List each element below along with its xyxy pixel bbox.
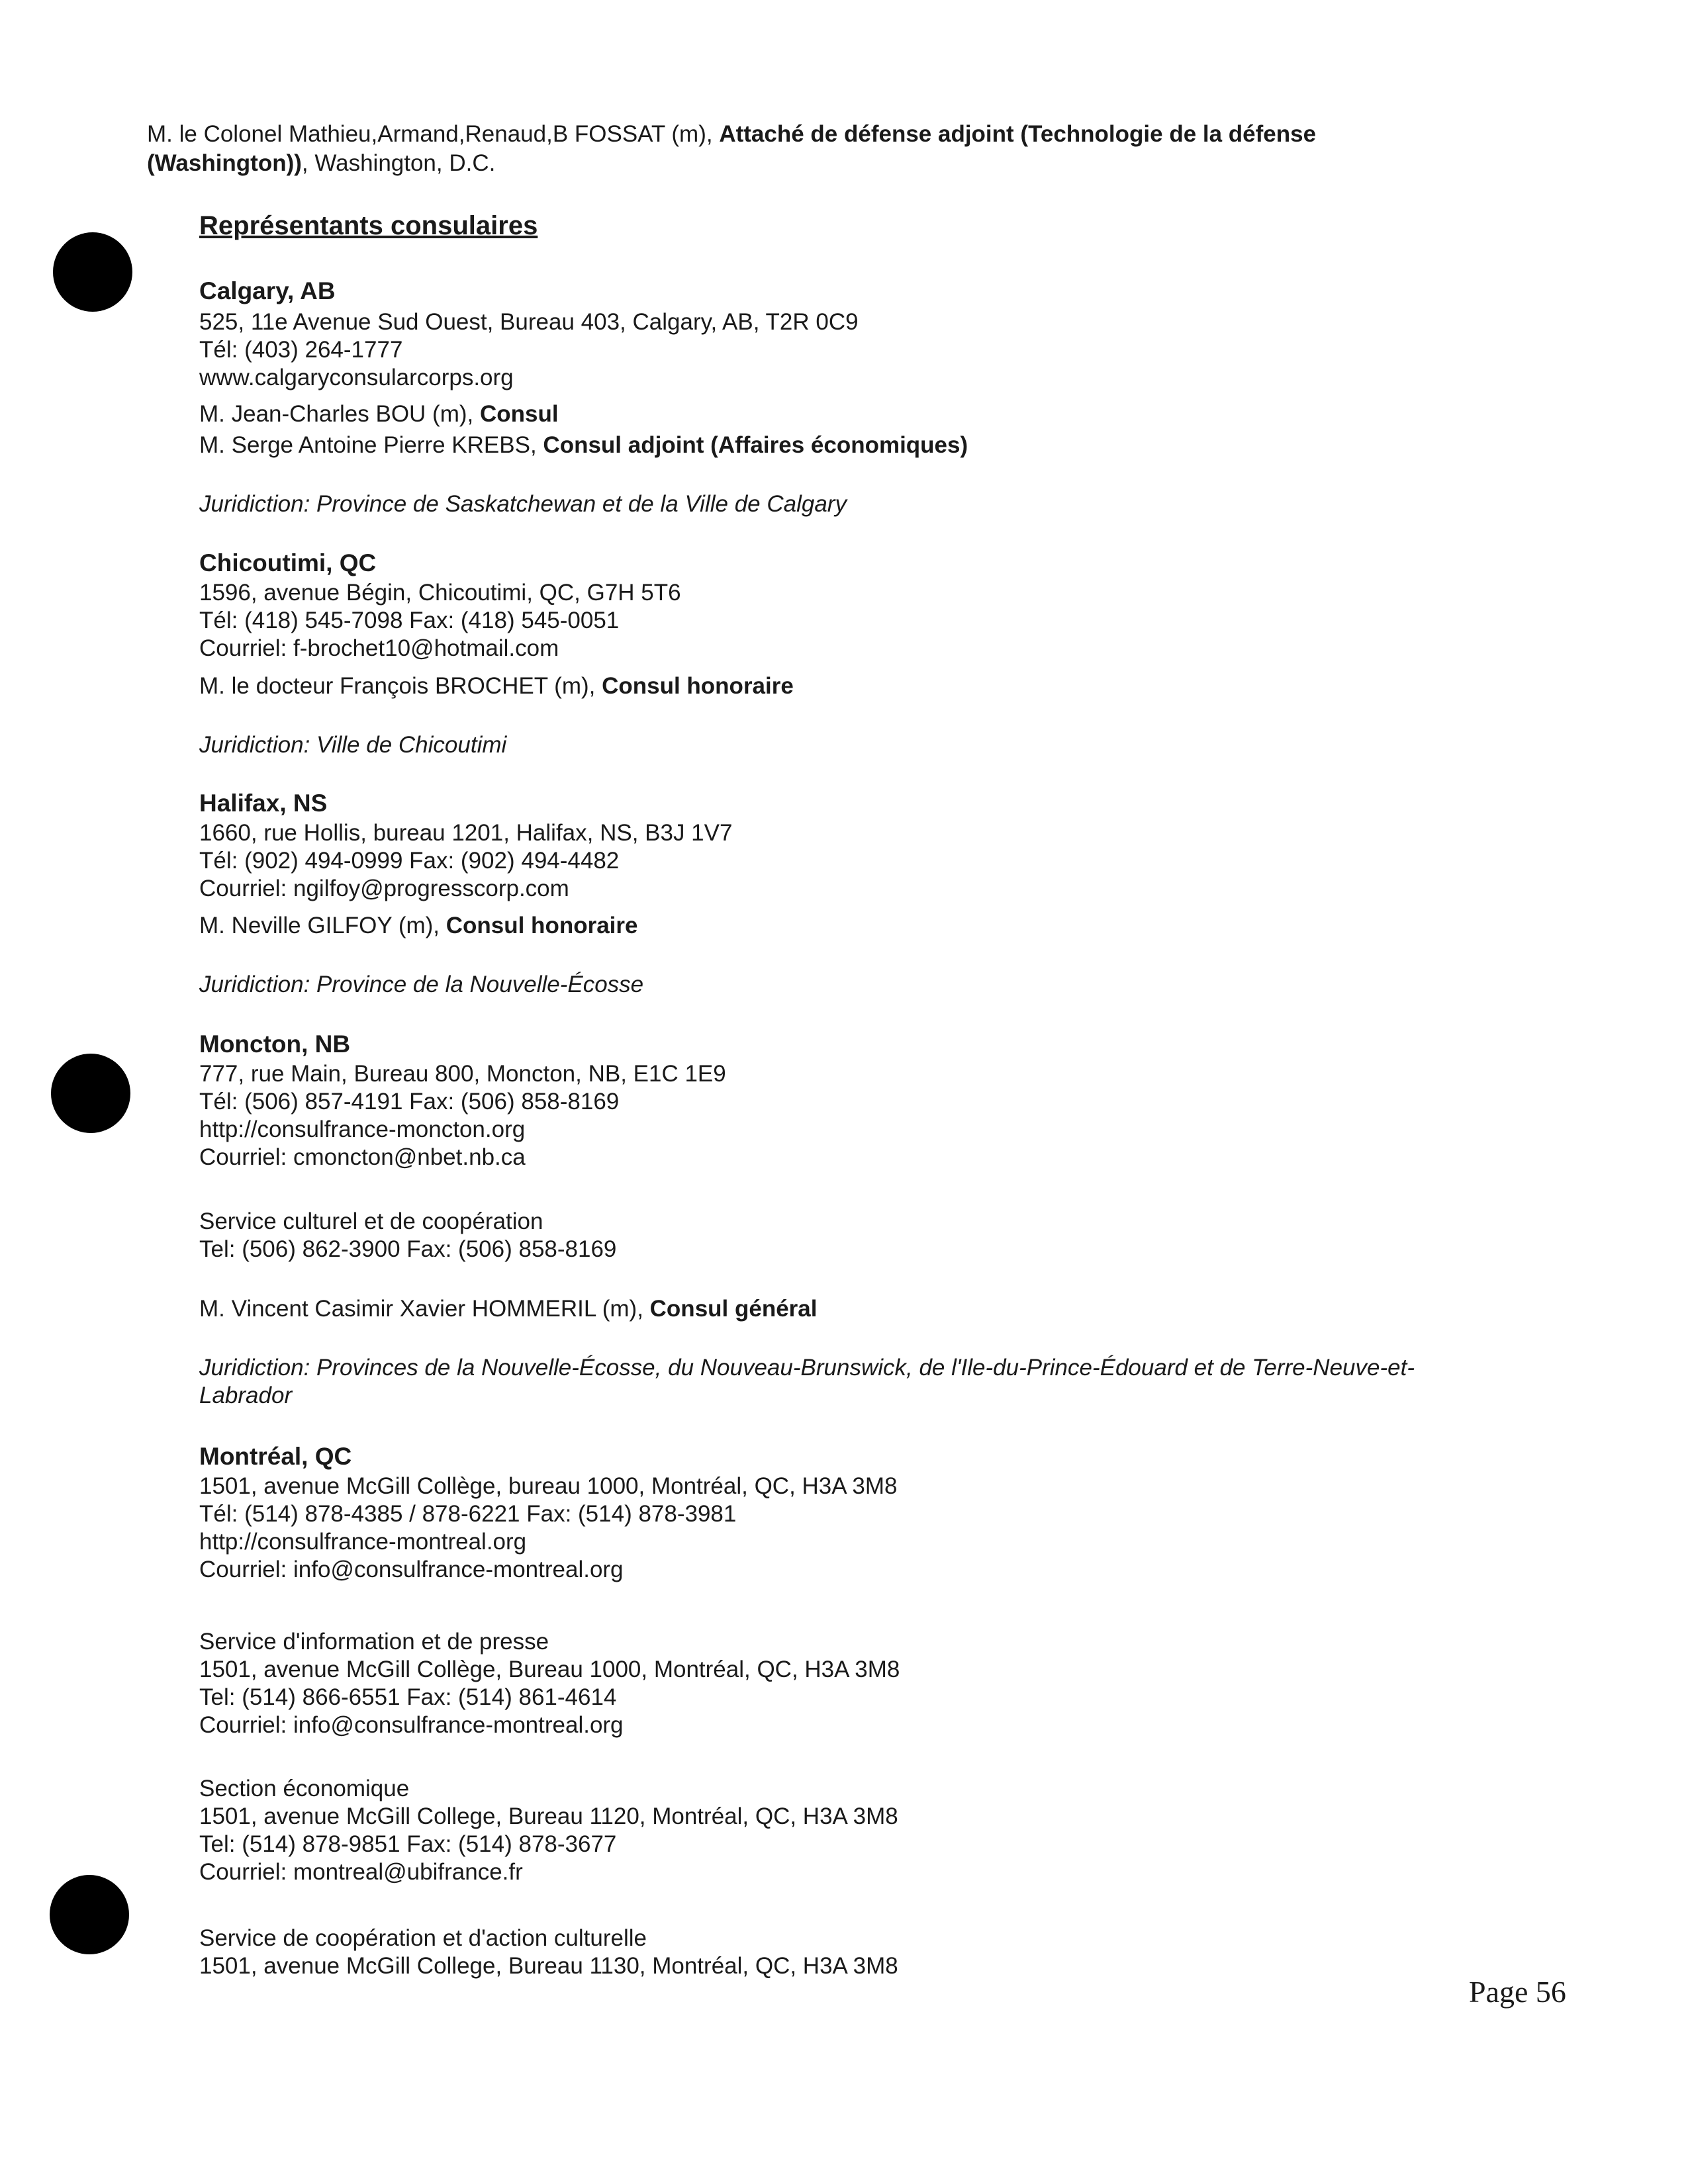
punch-hole-middle xyxy=(51,1054,130,1133)
attache-line-1 xyxy=(147,120,1316,148)
calgary-person-2-title: Consul adjoint (Affaires économiques) xyxy=(543,432,968,458)
halifax-city: Halifax, NS xyxy=(199,790,328,817)
punch-hole-top xyxy=(53,232,132,312)
halifax-person xyxy=(199,912,637,940)
punch-hole-bottom xyxy=(50,1875,129,1954)
montreal-email: Courriel: info@consulfrance-montreal.org xyxy=(199,1557,624,1582)
halifax-person-name: M. Neville GILFOY (m), xyxy=(199,913,446,938)
moncton-address: 777, rue Main, Bureau 800, Moncton, NB, E1C 1E9 xyxy=(199,1061,726,1087)
calgary-person-1-title: Consul xyxy=(479,401,559,427)
chicoutimi-address: 1596, avenue Bégin, Chicoutimi, QC, G7H 5T6 xyxy=(199,580,681,606)
montreal-economic-address: 1501, avenue McGill College, Bureau 1120, Montréal, QC, H3A 3M8 xyxy=(199,1803,898,1829)
halifax-jurisdiction: Juridiction: Province de la Nouvelle-Écosse xyxy=(199,972,644,997)
moncton-person-title: Consul général xyxy=(649,1296,818,1322)
calgary-person-2 xyxy=(199,432,968,459)
chicoutimi-email: Courriel: f-brochet10@hotmail.com xyxy=(199,635,559,661)
calgary-person-2-name: M. Serge Antoine Pierre KREBS, xyxy=(199,432,543,458)
montreal-info-service-name: Service d'information et de presse xyxy=(199,1629,549,1655)
halifax-person-title: Consul honoraire xyxy=(445,913,638,938)
moncton-service-phone: Tel: (506) 862-3900 Fax: (506) 858-8169 xyxy=(199,1236,617,1262)
montreal-economic-email: Courriel: montreal@ubifrance.fr xyxy=(199,1859,523,1885)
page-number: Page 56 xyxy=(1469,1975,1566,2009)
montreal-coop-service-name: Service de coopération et d'action culturelle xyxy=(199,1925,647,1951)
halifax-address: 1660, rue Hollis, bureau 1201, Halifax, NS, B3J 1V7 xyxy=(199,820,733,846)
calgary-person-1 xyxy=(199,400,559,428)
halifax-phone: Tél: (902) 494-0999 Fax: (902) 494-4482 xyxy=(199,848,620,874)
montreal-coop-service-address: 1501, avenue McGill College, Bureau 1130, Montréal, QC, H3A 3M8 xyxy=(199,1953,898,1979)
chicoutimi-jurisdiction: Juridiction: Ville de Chicoutimi xyxy=(199,732,507,758)
montreal-phone: Tél: (514) 878-4385 / 878-6221 Fax: (514) 878-3981 xyxy=(199,1501,737,1527)
montreal-city: Montréal, QC xyxy=(199,1443,352,1470)
attache-location: , Washington, D.C. xyxy=(301,150,496,176)
moncton-service-name: Service culturel et de coopération xyxy=(199,1208,543,1234)
montreal-economic-phone: Tel: (514) 878-9851 Fax: (514) 878-3677 xyxy=(199,1831,617,1857)
moncton-website: http://consulfrance-moncton.org xyxy=(199,1116,526,1142)
moncton-jurisdiction-line-1: Juridiction: Provinces de la Nouvelle-Écosse, du Nouveau-Brunswick, de l'Ile-du-Prince-Édouard et de Terre-Neuve-et- xyxy=(199,1355,1415,1381)
moncton-person xyxy=(199,1295,817,1323)
chicoutimi-person xyxy=(199,672,794,700)
montreal-info-service-phone: Tel: (514) 866-6551 Fax: (514) 861-4614 xyxy=(199,1684,617,1710)
calgary-phone: Tél: (403) 264-1777 xyxy=(199,337,403,363)
calgary-person-1-name: M. Jean-Charles BOU (m), xyxy=(199,401,480,427)
montreal-info-service-address: 1501, avenue McGill Collège, Bureau 1000, Montréal, QC, H3A 3M8 xyxy=(199,1657,900,1682)
calgary-website: www.calgaryconsularcorps.org xyxy=(199,365,514,390)
calgary-address: 525, 11e Avenue Sud Ouest, Bureau 403, Calgary, AB, T2R 0C9 xyxy=(199,309,859,335)
moncton-email: Courriel: cmoncton@nbet.nb.ca xyxy=(199,1144,526,1170)
montreal-economic-name: Section économique xyxy=(199,1776,410,1801)
halifax-email: Courriel: ngilfoy@progresscorp.com xyxy=(199,876,569,901)
attache-line-2 xyxy=(147,150,495,177)
chicoutimi-phone: Tél: (418) 545-7098 Fax: (418) 545-0051 xyxy=(199,608,620,633)
calgary-city: Calgary, AB xyxy=(199,277,336,304)
chicoutimi-person-name: M. le docteur François BROCHET (m), xyxy=(199,673,602,699)
attache-title-cont: (Washington)) xyxy=(147,150,302,176)
montreal-website: http://consulfrance-montreal.org xyxy=(199,1529,527,1555)
moncton-city: Moncton, NB xyxy=(199,1030,351,1058)
moncton-phone: Tél: (506) 857-4191 Fax: (506) 858-8169 xyxy=(199,1089,620,1115)
calgary-jurisdiction: Juridiction: Province de Saskatchewan et de la Ville de Calgary xyxy=(199,491,847,517)
moncton-person-name: M. Vincent Casimir Xavier HOMMERIL (m), xyxy=(199,1296,650,1322)
moncton-jurisdiction-line-2: Labrador xyxy=(199,1383,293,1408)
section-heading: Représentants consulaires xyxy=(199,211,538,240)
attache-name: M. le Colonel Mathieu,Armand,Renaud,B FOSSAT (m), xyxy=(147,121,720,147)
chicoutimi-city: Chicoutimi, QC xyxy=(199,549,377,576)
attache-title: Attaché de défense adjoint (Technologie de la défense xyxy=(719,121,1317,147)
montreal-info-service-email: Courriel: info@consulfrance-montreal.org xyxy=(199,1712,624,1738)
montreal-address: 1501, avenue McGill Collège, bureau 1000, Montréal, QC, H3A 3M8 xyxy=(199,1473,898,1499)
chicoutimi-person-title: Consul honoraire xyxy=(602,673,794,699)
